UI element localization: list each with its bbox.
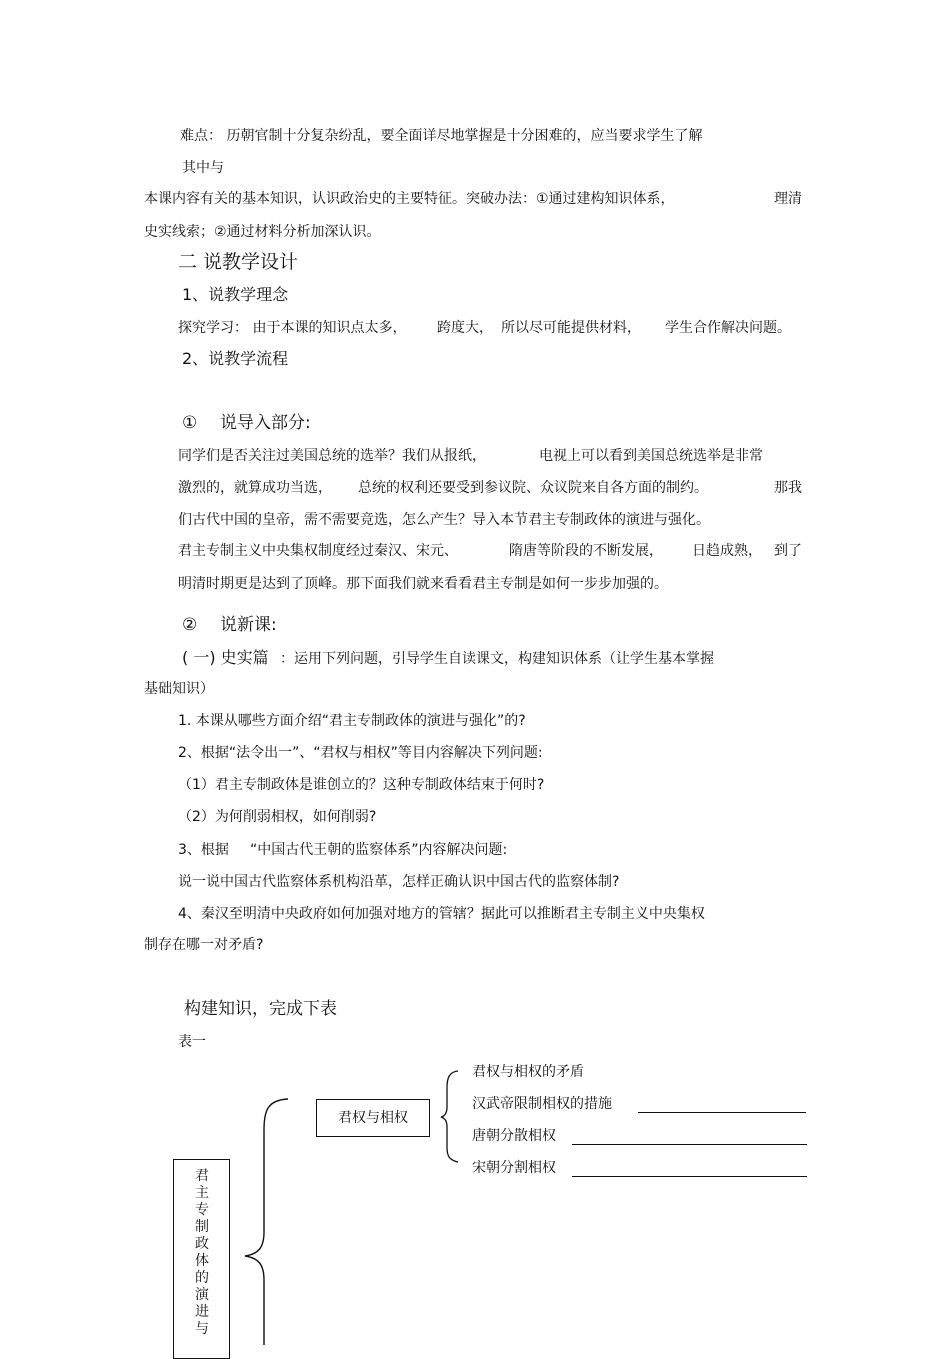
vertical-char: 体 xyxy=(195,1253,209,1269)
answer-blank xyxy=(572,1176,807,1177)
intro-number: ① xyxy=(182,413,198,433)
question-4: 4、秦汉至明清中央政府如何加强对地方的管辖？据此可以推断君主专制主义中央集权 xyxy=(178,906,705,922)
small-brace xyxy=(441,1071,458,1162)
intro-p4-c: 日趋成熟， xyxy=(692,543,762,559)
question-2a: （1）君主专制政体是谁创立的？这种专制政体结束于何时? xyxy=(178,777,545,793)
build-title: 构建知识，完成下表 xyxy=(184,999,337,1019)
intro-p2-b: 总统的权利还要受到参议院、众议院来自各方面的制约。 xyxy=(358,480,708,496)
question-1: 1. 本课从哪些方面介绍“君主专制政体的演进与强化”的? xyxy=(178,713,526,729)
topic-box-label: 君权与相权 xyxy=(338,1110,408,1126)
vertical-char: 进 xyxy=(195,1304,209,1320)
difficulty-line-1: 难点： 历朝官制十分复杂纷乱，要全面详尽地掌握是十分困难的，应当要求学生了解 xyxy=(180,128,703,144)
question-3-b: “中国古代王朝的监察体系”内容解决问题: xyxy=(250,842,508,858)
intro-p5: 明清时期更是达到了顶峰。那下面我们就来看看君主专制是如何一步步加强的。 xyxy=(178,576,668,592)
intro-p1-a: 同学们是否关注过美国总统的选举？我们从报纸， xyxy=(178,448,486,464)
part1-text: ：运用下列问题，引导学生自读课文，构建知识体系（让学生基本掌握 xyxy=(280,651,714,667)
vertical-char: 与 xyxy=(195,1321,209,1337)
diagram-item-2: 汉武帝限制相权的措施 xyxy=(472,1096,612,1112)
intro-p2-c: 那我 xyxy=(774,480,802,496)
answer-blank xyxy=(572,1144,807,1145)
question-3-a: 3、根据 xyxy=(178,842,229,858)
intro-p4-d: 到了 xyxy=(774,543,802,559)
section-2-title: 二 说教学设计 xyxy=(178,251,299,273)
intro-p3: 们古代中国的皇帝，需不需要竞选，怎么产生？导入本节君主专制政体的演进与强化。 xyxy=(178,512,710,528)
vertical-char: 演 xyxy=(195,1287,209,1303)
newlesson-number: ② xyxy=(182,615,198,635)
vertical-char: 政 xyxy=(195,1236,209,1252)
diagram-item-1: 君权与相权的矛盾 xyxy=(472,1064,584,1080)
vertical-char: 制 xyxy=(195,1219,209,1235)
part1-label: ( 一) 史实篇 xyxy=(182,648,269,667)
question-2b: （2）为何削弱相权，如何削弱? xyxy=(178,809,377,825)
large-brace xyxy=(245,1099,288,1345)
diagram-item-4: 宋朝分割相权 xyxy=(472,1160,556,1176)
question-2: 2、根据“法令出一”、“君权与相权”等目内容解决下列问题: xyxy=(178,745,543,761)
question-3a: 说一说中国古代监察体系机构沿革，怎样正确认识中国古代的监察体制? xyxy=(178,874,620,890)
answer-blank xyxy=(638,1112,806,1113)
intro-p4-a: 君主专制主义中央集权制度经过秦汉、宋元、 xyxy=(178,543,458,559)
newlesson-title: 说新课: xyxy=(220,615,277,635)
difficulty-line-3b: 理清 xyxy=(774,191,802,207)
inquiry-part-4: 学生合作解决问题。 xyxy=(665,320,791,336)
diagram-item-3: 唐朝分散相权 xyxy=(472,1128,556,1144)
section-2-sub1: 1、说教学理念 xyxy=(182,285,289,304)
inquiry-part-2: 跨度大， xyxy=(437,320,493,336)
vertical-char: 专 xyxy=(195,1202,209,1218)
table-label: 表一 xyxy=(178,1034,206,1050)
intro-p2-a: 激烈的，就算成功当选， xyxy=(178,480,332,496)
intro-p4-b: 隋唐等阶段的不断发展， xyxy=(509,543,663,559)
inquiry-part-3: 所以尽可能提供材料， xyxy=(501,320,641,336)
intro-title: 说导入部分: xyxy=(220,413,311,433)
difficulty-line-2: 其中与 xyxy=(182,160,224,176)
question-4-cont: 制存在哪一对矛盾? xyxy=(144,937,264,953)
vertical-char: 主 xyxy=(195,1185,209,1201)
inquiry-part-1: 探究学习： 由于本课的知识点太多， xyxy=(178,320,407,336)
section-2-sub2: 2、说教学流程 xyxy=(182,349,289,368)
difficulty-line-3a: 本课内容有关的基本知识，认识政治史的主要特征。突破办法：①通过建构知识体系， xyxy=(144,191,675,207)
vertical-char: 君 xyxy=(195,1168,209,1184)
intro-p1-b: 电视上可以看到美国总统选举是非常 xyxy=(539,448,763,464)
vertical-char: 的 xyxy=(195,1270,209,1286)
difficulty-line-4: 史实线索；②通过材料分析加深认识。 xyxy=(144,224,381,240)
part1-cont: 基础知识） xyxy=(144,681,214,697)
